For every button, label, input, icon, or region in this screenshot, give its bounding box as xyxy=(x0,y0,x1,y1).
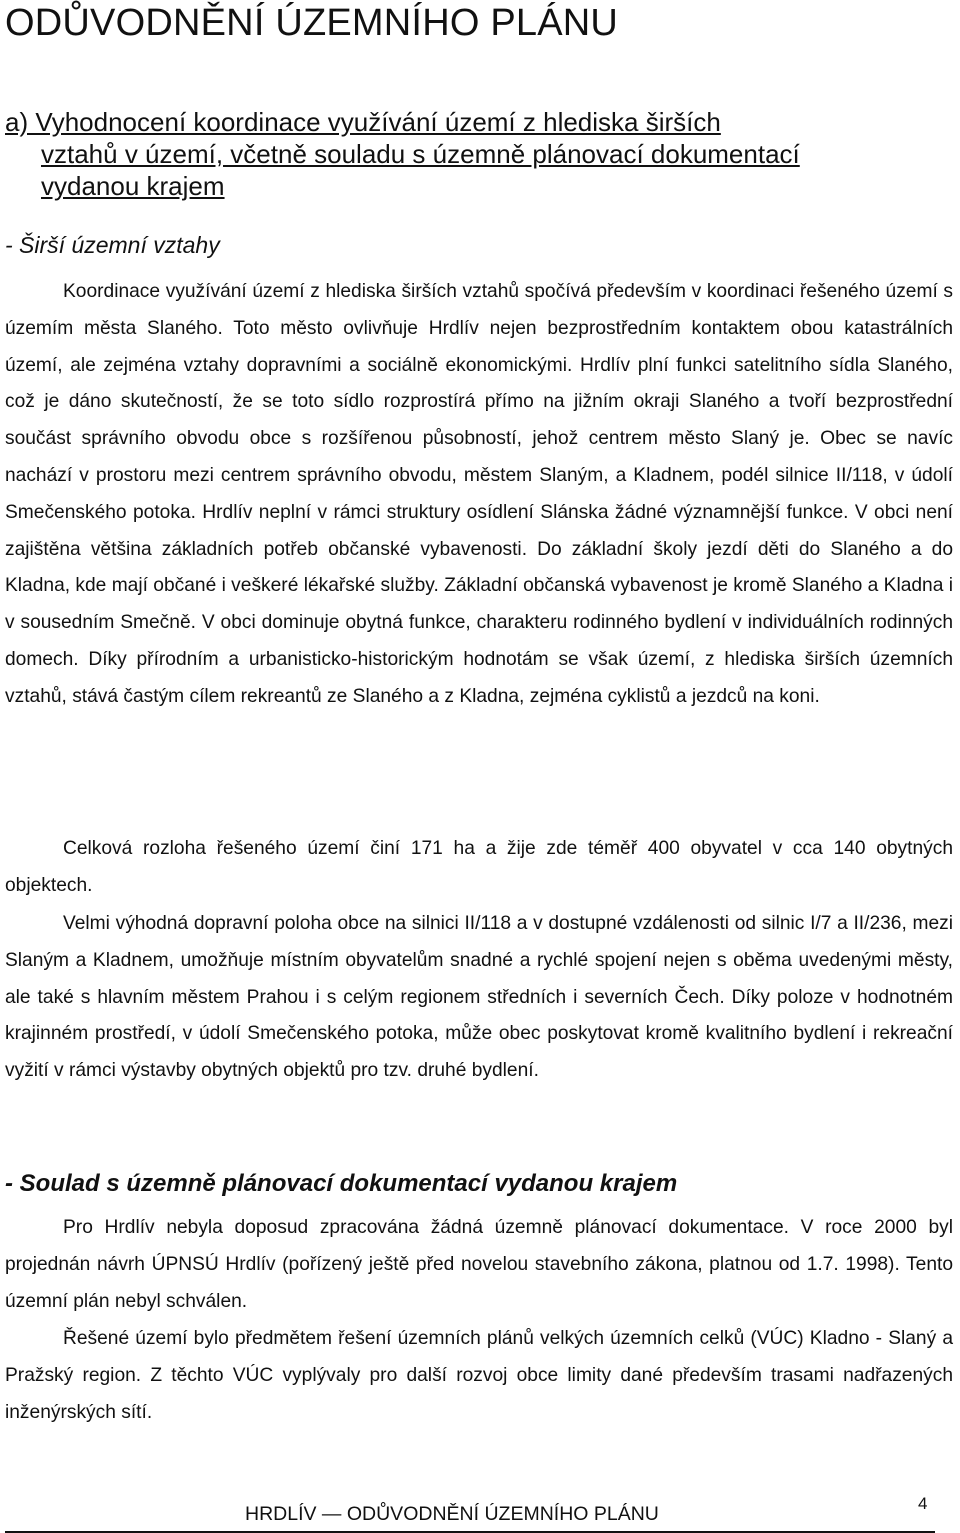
paragraph: Celková rozloha řešeného území činí 171 ha a žije zde téměř 400 obyvatel v cca 140 obytných objektech. xyxy=(5,838,953,896)
paragraph: Pro Hrdlív nebyla doposud zpracována žádná územně plánovací dokumentace. V roce 2000 byl projednán návrh ÚPNSÚ Hrdlív (pořízený ještě před novelou stavebního zákona, platnou od 1.7. 1998). Tento územní plán nebyl schválen. xyxy=(5,1217,953,1312)
section-a-heading xyxy=(5,106,955,202)
section-a-heading-line-1: a) Vyhodnocení koordinace využívání území z hlediska širších xyxy=(5,107,721,137)
paragraph: Koordinace využívání území z hlediska širších vztahů spočívá především v koordinaci řešeného území s územím města Slaného. Toto město ovlivňuje Hrdlív nejen bezprostředním kontaktem obou katastrálních území, ale zejména vztahy dopravními a sociálně ekonomickými. Hrdlív plní funkci satelitního sídla Slaného, což je dáno skutečností, že se toto sídlo rozprostírá přímo na jižním okraji Slaného a tvoří bezprostřední součást správního obvodu obce s rozšířenou působností, jehož centrem město Slaný je. Obec se navíc nachází v prostoru mezi centrem správního obvodu, městem Slaným, a Kladnem, podél silnice II/118, v údolí Smečenského potoka. Hrdlív neplní v rámci struktury osídlení Slánska žádné významnější funkce. V obci není zajištěna většina základních potřeb občanské vybavenosti. Do základní školy jezdí děti do Slaného a do Kladna, kde mají občané i veškeré lékařské služby. Základní občanská vybavenost je kromě Slaného a Kladna i v sousedním Smečně. V obci dominuje obytná funkce, charakteru rodinného bydlení v individuálních rodinných domech. Díky přírodním a urbanisticko-historickým hodnotám se však území, z hlediska širších územních vztahů, stává častým cílem rekreantů ze Slaného a z Kladna, zejména cyklistů a jezdců na koni. xyxy=(5,281,953,707)
subsection-heading-wider-relations: - Širší územní vztahy xyxy=(5,232,220,258)
section-a-heading-line-3: vydanou krajem xyxy=(41,171,225,201)
page-number: 4 xyxy=(918,1494,928,1513)
page-footer xyxy=(5,1494,935,1533)
paragraph: Velmi výhodná dopravní poloha obce na silnici II/118 a v dostupné vzdálenosti od silnic I/7 a II/236, mezi Slaným a Kladnem, umožňuje místním obyvatelům snadné a rychlé spojení nejen s oběma uvedenými městy, ale také s hlavním městem Prahou i s celým regionem středních i severních Čech. Díky poloze v hodnotném krajinném prostředí, v údolí Smečenského potoka, může obec poskytovat kromě kvalitního bydlení i rekreační vyžití v rámci výstavby obytných objektů pro tzv. druhé bydlení. xyxy=(5,913,953,1082)
document-title: ODŮVODNĚNÍ ÚZEMNÍHO PLÁNU xyxy=(5,2,619,44)
section-a-heading-line-2: vztahů v území, včetně souladu s územně plánovací dokumentací xyxy=(41,139,800,169)
paragraph: Řešené území bylo předmětem řešení územních plánů velkých územních celků (VÚC) Kladno - Slaný a Pražský region. Z těchto VÚC vyplývaly pro další rozvoj obce limity dané především trasami nadřazených inženýrských sítí. xyxy=(5,1328,953,1423)
subsection-heading-regional-compliance: - Soulad s územně plánovací dokumentací vydanou krajem xyxy=(5,1170,678,1197)
footer-title: HRDLÍV — ODŮVODNĚNÍ ÚZEMNÍHO PLÁNU xyxy=(245,1503,659,1525)
